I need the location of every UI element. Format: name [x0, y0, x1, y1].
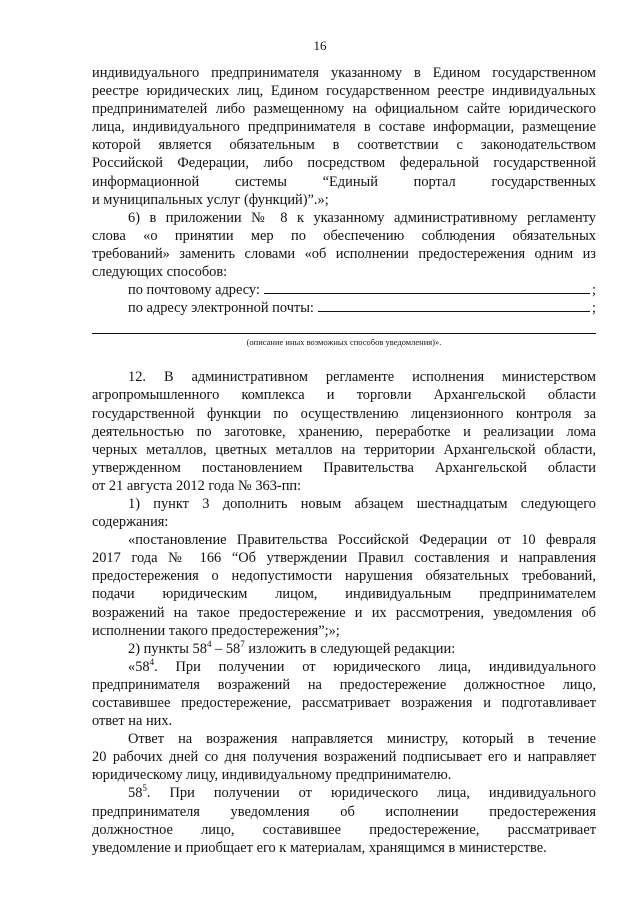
line-end-semicolon: ;	[592, 282, 596, 299]
text-line: черных металлов, цветных металлов на территории Архангельской области,	[92, 441, 596, 458]
text-line: возражений на такое предостережение и их рассмотрения, уведомления об	[92, 604, 596, 621]
text-line: 20 рабочих дней со дня получения возражений подписывает его и направляет	[92, 749, 596, 766]
text-line: 12. В административном регламенте исполнения министерством	[128, 369, 596, 386]
text-line: ответ на них.	[92, 713, 173, 730]
paragraph-continuation	[92, 64, 596, 209]
paragraph-subitem-1	[92, 495, 596, 531]
text-run: изложить в следующей редакции:	[244, 640, 456, 657]
text-line: информационной системы “Единый портал государственных	[92, 173, 596, 190]
text-line: которой является обязательным в соответствии с законодательством	[92, 137, 596, 154]
text-line: от 21 августа 2012 года № 363-пп:	[92, 477, 302, 494]
paragraph-item-6	[92, 209, 596, 281]
text-line: предпринимателя уведомления об исполнении предостережения	[92, 803, 596, 820]
text-run: . При получении от юридического лица, индивидуального	[154, 658, 596, 675]
text-line: следующих способов:	[92, 264, 228, 281]
paragraph-58-4	[92, 658, 596, 730]
text-line: юридическому лицу, индивидуальному предпринимателю.	[92, 767, 452, 784]
paragraph-response	[92, 730, 596, 784]
text-line: агропромышленного комплекса и торговли Архангельской области	[92, 387, 596, 404]
text-line: 2017 года № 166 “Об утверждении Правил составления и направления	[92, 550, 596, 567]
superscript: 5	[142, 783, 147, 794]
text-line: индивидуального предпринимателя указанному в Едином государственном	[92, 65, 596, 81]
text-line: реестре юридических лиц, Едином государственном реестре индивидуальных	[92, 83, 596, 100]
text-line: уведомление и приобщает его к материалам, хранящимся в министерстве.	[92, 839, 547, 856]
text-run: . При получении от юридического лица, индивидуального	[146, 785, 596, 802]
text-line: требований» заменить словами «об исполнении предостережения одним из	[92, 245, 596, 262]
blank-underline	[264, 281, 590, 294]
text-line: Ответ на возражения направляется министру, который в течение	[128, 731, 596, 748]
text-line: содержания:	[92, 514, 169, 531]
blank-underline	[318, 299, 590, 312]
text-line: предпринимателя возражений на предостережение должностное лицо,	[92, 676, 596, 693]
text-line: слова «о принятии мер по обеспечению соблюдения обязательных	[92, 227, 596, 244]
paragraph-quote	[92, 531, 596, 640]
text-run: 58	[128, 785, 143, 802]
text-line: Российской Федерации, либо посредством федеральной государственной	[92, 155, 596, 172]
line-end-semicolon: ;	[592, 300, 596, 317]
superscript: 7	[240, 638, 245, 649]
paragraph-subitem-2	[92, 640, 596, 658]
text-line: предостережения о недопустимости нарушения обязательных требований,	[92, 568, 596, 585]
text-line: деятельностью по заготовке, хранению, переработке и реализации лома	[92, 423, 596, 440]
text-line	[92, 784, 596, 802]
blank-caption: (описание иных возможных способов уведомления)».	[246, 337, 442, 348]
document-body	[92, 64, 596, 857]
text-line: предпринимателей либо размещенному на официальном сайте юридического	[92, 101, 596, 118]
text-line: и муниципальных услуг (функций)”.»;	[92, 191, 329, 208]
other-methods-line	[92, 321, 596, 334]
text-line: утвержденном постановлением Правительства Архангельской области	[92, 459, 596, 476]
text-line: 6) в приложении № 8 к указанному административному регламенту	[128, 209, 596, 226]
postal-address-label: по почтовому адресу:	[128, 282, 260, 299]
superscript: 4	[149, 657, 155, 668]
paragraph-item-12	[92, 368, 596, 495]
text-line: составившее предостережение, рассматривает возражения и подготавливает	[92, 695, 596, 711]
text-line: государственной функции по осуществлению лицензионного контроля за	[92, 405, 596, 422]
text-line: исполнении такого предостережения”;»;	[92, 622, 340, 639]
text-run: «58	[128, 658, 150, 675]
blank-underline	[92, 321, 596, 334]
text-line: «постановление Правительства Российской Федерации от 10 февраля	[128, 532, 596, 549]
text-line: лица, индивидуального предпринимателя в составе информации, размещение	[92, 119, 596, 136]
text-run: 2) пункты 58	[128, 640, 207, 657]
text-line: подачи юридическим лицом, индивидуальным предпринимателем	[92, 586, 596, 603]
postal-address-line	[128, 281, 596, 299]
text-line	[92, 658, 596, 676]
text-line: 1) пункт 3 дополнить новым абзацем шестнадцатым следующего	[128, 495, 596, 512]
superscript: 4	[206, 638, 212, 649]
paragraph-58-5	[92, 784, 596, 856]
email-address-label: по адресу электронной почты:	[128, 300, 314, 317]
page-number: 16	[313, 38, 327, 53]
text-line: должностное лицо, составившее предостережение, рассматривает	[92, 821, 596, 838]
text-run: – 58	[211, 640, 241, 657]
email-address-line	[128, 299, 596, 317]
